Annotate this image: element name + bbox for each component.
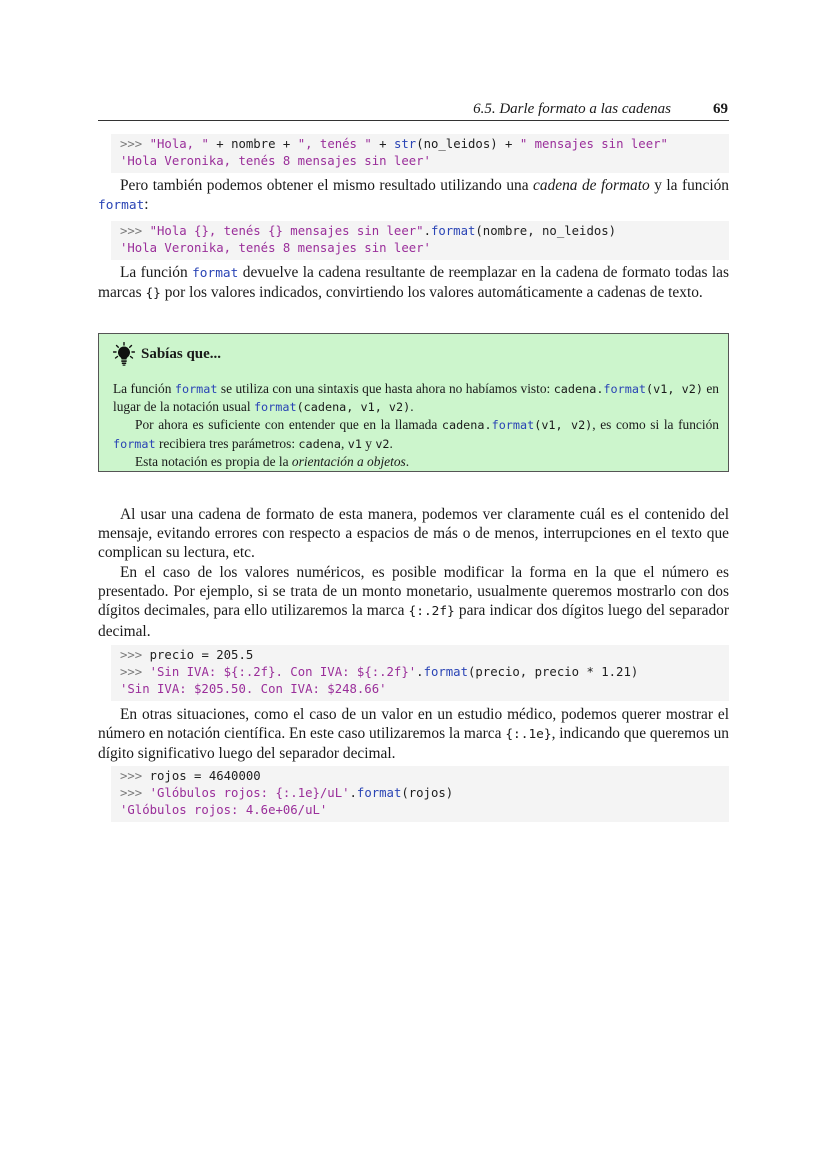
code-block-1 — [111, 134, 729, 173]
code-text: . — [349, 786, 357, 800]
code-text: (rojos) — [401, 786, 454, 800]
prompt: >>> — [120, 769, 143, 783]
text: . — [405, 453, 410, 469]
text: y la función — [649, 177, 729, 194]
text: En el caso de los valores numéricos, es posible modificar la forma en la que el número es presentado. Por ejemplo, si se trata de un monto monetario, usualmente queremos mostrarlo con dos dígitos decimales, para ello utilizaremos la marca — [98, 564, 729, 620]
callout-title-text: Sabías que... — [141, 346, 222, 362]
code-line — [120, 769, 261, 783]
inline-code: format — [603, 382, 647, 396]
text: para indicar dos dígitos luego del separador decimal. — [98, 602, 729, 640]
paragraph-4 — [98, 563, 729, 641]
code-block-4 — [111, 766, 729, 822]
code-text: + nombre + — [208, 137, 298, 151]
text: La función — [113, 381, 175, 396]
code-line — [120, 224, 616, 238]
code-text: rojos = 4640000 — [149, 769, 261, 783]
text: Esta notación es propia de la — [135, 453, 292, 469]
function-name: format — [430, 224, 476, 238]
text: por los valores indicados, convirtiendo los valores automáticamente a cadenas de texto. — [160, 284, 703, 302]
inline-code: (cadena, v1, v2) — [296, 400, 411, 415]
callout-body — [113, 380, 719, 470]
text: . — [410, 399, 414, 415]
callout-paragraph — [113, 416, 719, 452]
text: y — [361, 435, 376, 451]
emphasis: cadena de formato — [533, 177, 650, 194]
string-literal: ", tenés " — [297, 137, 372, 151]
inline-code: format — [113, 436, 156, 451]
function-name: str — [393, 137, 417, 151]
code-line — [120, 665, 638, 679]
inline-code: (v1, v2) — [534, 418, 593, 433]
emphasis: orientación a objetos — [291, 453, 406, 469]
inline-code: (v1, v2) — [646, 382, 703, 396]
code-output: 'Glóbulos rojos: 4.6e+06/uL' — [120, 803, 328, 817]
text: Pero también podemos obtener el mismo resultado utilizando una — [120, 177, 534, 194]
inline-code: cadena. — [441, 418, 492, 433]
code-text: precio = 205.5 — [149, 648, 254, 662]
prompt: >>> — [120, 665, 143, 679]
paragraph-3: Al usar una cadena de formato de esta manera, podemos ver claramente cuál es el contenido del mensaje, evitando errores con respecto a espacios de más o de menos, interrupciones en el texto que complican su lectura, etc. — [98, 506, 729, 562]
code-output: 'Sin IVA: $205.50. Con IVA: $248.66' — [120, 682, 387, 696]
text: , indicando que queremos un dígito significativo luego del separador decimal. — [98, 725, 729, 763]
code-text: (nombre, no_leidos) — [475, 224, 617, 238]
code-output: 'Hola Veronika, tenés 8 mensajes sin leer' — [120, 241, 431, 255]
code-text: + — [371, 137, 394, 151]
text: se utiliza con una sintaxis que hasta ahora no habíamos visto: — [217, 381, 554, 396]
lightbulb-icon — [113, 342, 135, 366]
string-literal: " mensajes sin leer" — [519, 137, 668, 151]
text: . — [389, 435, 393, 451]
text: en lugar de la notación usual — [113, 381, 719, 415]
text: : — [144, 196, 149, 214]
prompt: >>> — [120, 648, 143, 662]
code-line — [120, 786, 453, 800]
inline-code: format — [491, 418, 535, 433]
inline-code: format — [253, 400, 297, 415]
inline-code: {} — [145, 286, 161, 302]
string-literal: "Hola, " — [149, 137, 209, 151]
code-block-2 — [111, 221, 729, 260]
text: , — [341, 435, 348, 451]
text: recibiera tres parámetros: — [155, 435, 299, 451]
prompt: >>> — [120, 224, 143, 238]
inline-code: format — [98, 198, 145, 214]
inline-code: cadena — [298, 436, 342, 451]
text: En otras situaciones, como el caso de un valor en un estudio médico, podemos querer mostrar el número en notación científica. En este caso utilizaremos la marca — [98, 706, 729, 743]
function-name: format — [423, 665, 468, 679]
section-title: 6.5. Darle formato a las cadenas — [473, 101, 671, 117]
inline-code: format — [192, 266, 239, 281]
text: devuelve la cadena resultante de reemplazar en la cadena de formato todas las marcas — [98, 264, 729, 302]
running-header — [98, 100, 729, 121]
string-literal: "Hola {}, tenés {} mensajes sin leer" — [149, 224, 424, 238]
paragraph-5 — [98, 705, 729, 764]
string-literal: 'Glóbulos rojos: {:.1e}/uL' — [149, 786, 350, 800]
prompt: >>> — [120, 786, 143, 800]
code-line — [120, 137, 668, 151]
did-you-know-callout — [98, 333, 729, 472]
inline-code: v2 — [375, 436, 390, 451]
code-text: . — [416, 665, 424, 679]
inline-code: {:.1e} — [505, 727, 552, 743]
inline-code: {:.2f} — [408, 604, 455, 620]
prompt: >>> — [120, 137, 143, 151]
callout-paragraph — [113, 453, 719, 470]
text: Por ahora es suficiente con entender que en la llamada — [135, 417, 442, 433]
code-text: . — [423, 224, 431, 238]
inline-code: cadena. — [553, 382, 604, 396]
code-block-3 — [111, 645, 729, 701]
inline-code: format — [174, 382, 218, 396]
code-text: (no_leidos) + — [416, 137, 520, 151]
paragraph-2 — [98, 263, 729, 303]
inline-code: v1 — [347, 436, 362, 451]
function-name: format — [356, 786, 402, 800]
code-text: (precio, precio * 1.21) — [467, 665, 639, 679]
callout-paragraph — [113, 380, 719, 416]
text: La función — [120, 264, 193, 281]
paragraph-1 — [98, 176, 729, 215]
code-line — [120, 648, 253, 662]
code-output: 'Hola Veronika, tenés 8 mensajes sin leer' — [120, 154, 431, 168]
text: , es como si la función — [592, 417, 719, 433]
callout-title — [113, 342, 221, 366]
page-number: 69 — [713, 101, 728, 117]
string-literal: 'Sin IVA: ${:.2f}. Con IVA: ${:.2f}' — [149, 665, 417, 679]
